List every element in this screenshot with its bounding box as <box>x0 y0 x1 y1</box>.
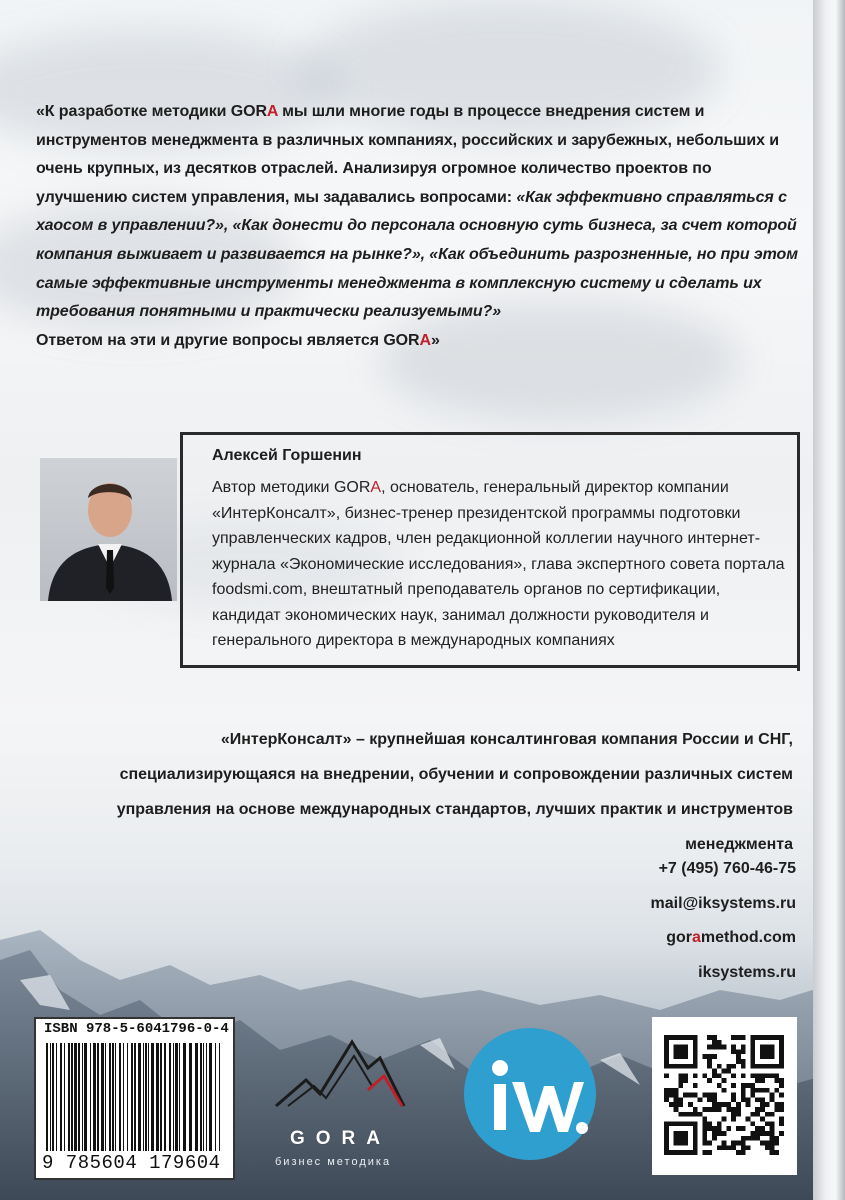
qr-module <box>731 1107 736 1112</box>
qr-module <box>664 1088 669 1093</box>
author-bio-text: Автор методики <box>212 479 334 496</box>
barcode-bar <box>101 1043 104 1151</box>
author-frame <box>180 665 797 668</box>
qr-module <box>722 1141 727 1146</box>
qr-module <box>664 1097 669 1102</box>
barcode-bar <box>175 1043 178 1151</box>
qr-module <box>712 1126 717 1131</box>
qr-module <box>779 1102 784 1107</box>
qr-module <box>760 1131 765 1136</box>
qr-module <box>741 1097 746 1102</box>
qr-module <box>736 1054 741 1059</box>
qr-module <box>755 1136 760 1141</box>
qr-module <box>770 1150 775 1155</box>
qr-module <box>726 1069 731 1074</box>
qr-module <box>717 1131 722 1136</box>
qr-module <box>750 1088 755 1093</box>
qr-module <box>746 1102 751 1107</box>
qr-module <box>741 1136 746 1141</box>
qr-module <box>770 1093 775 1098</box>
qr-module <box>736 1150 741 1155</box>
qr-module <box>693 1093 698 1098</box>
author-bio-text: , основатель, генеральный директор компании «ИнтерКонсалт», бизнес-тренер президентской программы подготовки управленческих кадров, член редакционной коллегии научного интернет-журнала «Экономические исследования», глава экспертного совета портала foodsmi.com, внештатный преподаватель органов по сертификации, кандидат экономических наук, занимал должности руководителя и генерального директора в международных компаниях <box>212 479 785 649</box>
qr-module <box>731 1064 736 1069</box>
qr-module <box>731 1045 736 1050</box>
qr-module <box>674 1097 679 1102</box>
barcode-bar <box>173 1043 174 1151</box>
qr-module <box>664 1093 669 1098</box>
qr-module <box>702 1150 707 1155</box>
qr-module <box>746 1117 751 1122</box>
qr-module <box>722 1078 727 1083</box>
qr-module <box>760 1117 765 1122</box>
qr-module <box>760 1107 765 1112</box>
qr-module <box>726 1145 731 1150</box>
qr-module <box>746 1083 751 1088</box>
qr-module <box>755 1078 760 1083</box>
barcode-bar <box>189 1043 192 1151</box>
barcode-bar <box>105 1043 106 1151</box>
qr-module <box>683 1078 688 1083</box>
barcode-bar <box>148 1043 149 1151</box>
qr-module <box>674 1107 679 1112</box>
qr-module <box>736 1059 741 1064</box>
brand-gora-accent: A <box>370 479 382 496</box>
qr-module <box>774 1107 779 1112</box>
qr-module <box>774 1102 779 1107</box>
qr-module <box>693 1083 698 1088</box>
qr-module <box>760 1141 765 1146</box>
qr-module <box>741 1083 746 1088</box>
brand-gora-text: GOR <box>333 479 371 496</box>
barcode-bar <box>90 1043 91 1151</box>
barcode-bar <box>46 1043 48 1151</box>
qr-module <box>717 1107 722 1112</box>
qr-module <box>765 1112 770 1117</box>
qr-module <box>760 1078 765 1083</box>
barcode-bar <box>64 1043 65 1151</box>
qr-module <box>755 1112 760 1117</box>
author-bio <box>212 475 792 654</box>
qr-module <box>770 1073 775 1078</box>
qr-module <box>712 1107 717 1112</box>
barcode-bar <box>123 1043 124 1151</box>
qr-module <box>712 1054 717 1059</box>
qr-module <box>731 1049 736 1054</box>
qr-module <box>750 1093 755 1098</box>
website-text: method.com <box>700 929 796 946</box>
qr-module <box>707 1121 712 1126</box>
barcode-bar <box>50 1043 51 1151</box>
qr-module <box>726 1102 731 1107</box>
company-line: управления на основе международных стандартов, лучших практик и инструментов менеджмента <box>116 801 793 853</box>
isbn-number: ISBN 978-5-6041796-0-4 <box>44 1021 229 1037</box>
barcode-bar <box>203 1043 204 1151</box>
qr-module <box>688 1093 693 1098</box>
qr-module <box>770 1136 775 1141</box>
qr-module <box>702 1073 707 1078</box>
qr-module <box>779 1131 784 1136</box>
qr-module <box>774 1141 779 1146</box>
qr-module <box>774 1073 779 1078</box>
ean-number: 9 785604 179604 <box>42 1152 221 1174</box>
qr-module <box>750 1136 755 1141</box>
interconsult-iw-logo-icon <box>462 1026 598 1162</box>
isbn-barcode <box>34 1017 235 1180</box>
barcode-bar <box>183 1043 186 1151</box>
website-text: gor <box>666 929 692 946</box>
qr-module <box>678 1102 683 1107</box>
qr-module <box>717 1045 722 1050</box>
barcode-bar <box>209 1043 212 1151</box>
qr-module <box>707 1141 712 1146</box>
qr-module <box>702 1107 707 1112</box>
qr-module <box>722 1088 727 1093</box>
qr-module <box>717 1126 722 1131</box>
qr-module <box>741 1126 746 1131</box>
qr-module <box>774 1150 779 1155</box>
qr-module <box>717 1040 722 1045</box>
qr-module <box>731 1112 736 1117</box>
barcode-bar <box>112 1043 114 1151</box>
qr-module <box>707 1097 712 1102</box>
qr-module <box>741 1073 746 1078</box>
qr-module <box>698 1097 703 1102</box>
phone-number: +7 (495) 760-46-75 <box>658 860 796 877</box>
qr-module <box>674 1102 679 1107</box>
company-line: «ИнтерКонсалт» – крупнейшая консалтинговая компания России и СНГ, <box>220 731 793 748</box>
qr-module <box>765 1121 770 1126</box>
qr-module <box>741 1049 746 1054</box>
author-portrait-icon <box>40 458 177 601</box>
qr-module <box>702 1121 707 1126</box>
qr-module <box>702 1093 707 1098</box>
qr-module <box>779 1117 784 1122</box>
brand-gora-text: GOR <box>230 103 267 120</box>
qr-module <box>741 1145 746 1150</box>
qr-module <box>755 1107 760 1112</box>
barcode-bar <box>78 1043 80 1151</box>
barcode-bar <box>151 1043 154 1151</box>
qr-code-icon <box>664 1035 784 1155</box>
qr-module <box>731 1117 736 1122</box>
qr-module <box>707 1107 712 1112</box>
barcode-bar <box>68 1043 70 1151</box>
qr-module <box>760 1045 774 1059</box>
qr-module <box>736 1035 741 1040</box>
qr-module <box>755 1073 760 1078</box>
qr-module <box>755 1126 760 1131</box>
qr-module <box>717 1083 722 1088</box>
quote-questions: «Как эффективно справляться с хаосом в управлении?», «Как донести до персонала основную суть бизнеса, за счет которой компания выживает и развивается на рынке?», «Как объединить разрозненные, но при этом самые эффективные инструменты менеджмента в комплексную систему и сделать их требования понятными и практически реализуемыми?» <box>36 188 798 321</box>
barcode-bar <box>52 1043 54 1151</box>
barcode-bar <box>115 1043 116 1151</box>
qr-module <box>741 1093 746 1098</box>
barcode-bar <box>156 1043 159 1151</box>
qr-module <box>702 1054 707 1059</box>
qr-module <box>722 1102 727 1107</box>
quote-text: «К разработке методики <box>36 103 231 120</box>
qr-module <box>722 1069 727 1074</box>
qr-module <box>726 1107 731 1112</box>
qr-module <box>717 1064 722 1069</box>
qr-module <box>726 1064 731 1069</box>
qr-module <box>712 1045 717 1050</box>
qr-module <box>770 1121 775 1126</box>
barcode-bar <box>195 1043 198 1151</box>
qr-module <box>770 1097 775 1102</box>
barcode-bar <box>219 1043 220 1151</box>
barcode-bar <box>119 1043 121 1151</box>
qr-module <box>746 1097 751 1102</box>
barcode-bar <box>200 1043 202 1151</box>
qr-module <box>755 1088 760 1093</box>
qr-module <box>683 1112 688 1117</box>
qr-module <box>746 1145 751 1150</box>
company-description <box>33 722 793 862</box>
gora-logo-text: GORA <box>290 1128 391 1149</box>
qr-module <box>731 1141 736 1146</box>
qr-module <box>664 1073 669 1078</box>
qr-module <box>722 1045 727 1050</box>
barcode-bar <box>145 1043 147 1151</box>
book-spine-edge <box>813 0 845 1200</box>
qr-module <box>741 1088 746 1093</box>
qr-module <box>750 1112 755 1117</box>
qr-module <box>765 1145 770 1150</box>
barcode-bar <box>206 1043 207 1151</box>
methodology-quote <box>36 98 806 355</box>
qr-module <box>741 1064 746 1069</box>
barcode-bar <box>179 1043 180 1151</box>
qr-module <box>712 1097 717 1102</box>
qr-module <box>669 1102 674 1107</box>
qr-module <box>750 1121 755 1126</box>
barcode-bar <box>74 1043 77 1151</box>
barcode-bar <box>164 1043 166 1151</box>
qr-module <box>774 1088 779 1093</box>
qr-module <box>722 1145 727 1150</box>
qr-module <box>741 1035 746 1040</box>
quote-close: » <box>430 331 440 349</box>
qr-module <box>702 1141 707 1146</box>
barcode-bar <box>134 1043 136 1151</box>
qr-module <box>702 1126 707 1131</box>
barcode-bar <box>127 1043 128 1151</box>
qr-module <box>779 1121 784 1126</box>
qr-code <box>652 1017 797 1175</box>
quote-answer: Ответом на эти и другие вопросы является <box>36 331 384 349</box>
brand-gora-accent: A <box>419 331 431 349</box>
qr-module <box>693 1073 698 1078</box>
qr-module <box>770 1145 775 1150</box>
qr-module <box>779 1078 784 1083</box>
qr-module <box>770 1131 775 1136</box>
website-accent: a <box>691 929 701 946</box>
qr-module <box>717 1121 722 1126</box>
qr-module <box>741 1059 746 1064</box>
qr-module <box>770 1112 775 1117</box>
qr-module <box>698 1112 703 1117</box>
qr-module <box>678 1097 683 1102</box>
qr-module <box>707 1064 712 1069</box>
qr-module <box>741 1150 746 1155</box>
qr-module <box>760 1102 765 1107</box>
qr-module <box>770 1141 775 1146</box>
qr-module <box>736 1107 741 1112</box>
qr-module <box>765 1131 770 1136</box>
qr-module <box>736 1112 741 1117</box>
qr-module <box>736 1049 741 1054</box>
qr-module <box>707 1035 712 1040</box>
quote-text: мы шли многие годы в процессе внедрения систем и инструментов менеджмента в различных компаниях, российских и зарубежных, небольших и очень крупных, из десятков отраслей. Анализируя огромное количество проектов по улучшению систем управления, мы задавались вопросами: <box>36 103 780 206</box>
brand-gora-accent: A <box>266 103 278 120</box>
qr-module <box>731 1035 736 1040</box>
qr-module <box>731 1093 736 1098</box>
qr-module <box>760 1088 765 1093</box>
qr-module <box>760 1073 765 1078</box>
qr-module <box>760 1126 765 1131</box>
barcode-bar <box>143 1043 144 1151</box>
qr-module <box>731 1073 736 1078</box>
website-gora <box>666 929 796 947</box>
qr-module <box>750 1073 755 1078</box>
qr-module <box>779 1107 784 1112</box>
qr-module <box>722 1117 727 1122</box>
barcode-bar <box>93 1043 96 1151</box>
qr-module <box>707 1126 712 1131</box>
barcode-bar <box>160 1043 162 1151</box>
barcode-bar <box>138 1043 141 1151</box>
qr-module <box>774 1136 779 1141</box>
qr-module <box>702 1131 707 1136</box>
gora-logo-subtitle: бизнес методика <box>275 1156 392 1168</box>
qr-module <box>765 1141 770 1146</box>
qr-module <box>712 1035 717 1040</box>
qr-module <box>736 1126 741 1131</box>
barcode-icon <box>46 1043 224 1151</box>
barcode-bar <box>169 1043 171 1151</box>
qr-module <box>765 1102 770 1107</box>
qr-module <box>746 1136 751 1141</box>
qr-module <box>731 1097 736 1102</box>
qr-module <box>712 1131 717 1136</box>
barcode-bar <box>60 1043 62 1151</box>
barcode-bar <box>109 1043 111 1151</box>
qr-module <box>674 1131 688 1145</box>
qr-module <box>760 1097 765 1102</box>
qr-module <box>707 1045 712 1050</box>
qr-module <box>765 1073 770 1078</box>
barcode-bar <box>71 1043 73 1151</box>
qr-module <box>678 1112 683 1117</box>
qr-module <box>779 1083 784 1088</box>
qr-module <box>688 1102 693 1107</box>
qr-module <box>688 1112 693 1117</box>
qr-module <box>755 1097 760 1102</box>
qr-module <box>755 1131 760 1136</box>
company-line: специализирующаяся на внедрении, обучении и сопровождении различных систем <box>119 766 793 783</box>
qr-module <box>717 1145 722 1150</box>
brand-gora-text: GOR <box>383 331 420 349</box>
qr-module <box>726 1126 731 1131</box>
barcode-bar <box>84 1043 87 1151</box>
qr-module <box>707 1054 712 1059</box>
qr-module <box>741 1141 746 1146</box>
qr-module <box>770 1126 775 1131</box>
barcode-bar <box>215 1043 216 1151</box>
qr-module <box>736 1141 741 1146</box>
qr-module <box>669 1088 674 1093</box>
qr-module <box>750 1083 755 1088</box>
qr-module <box>707 1150 712 1155</box>
qr-module <box>712 1073 717 1078</box>
qr-module <box>774 1078 779 1083</box>
qr-module <box>750 1131 755 1136</box>
author-photo <box>40 458 177 601</box>
qr-module <box>722 1131 727 1136</box>
qr-module <box>712 1040 717 1045</box>
qr-module <box>736 1102 741 1107</box>
qr-module <box>678 1078 683 1083</box>
qr-module <box>717 1073 722 1078</box>
qr-module <box>683 1073 688 1078</box>
qr-module <box>683 1093 688 1098</box>
qr-module <box>712 1069 717 1074</box>
qr-module <box>765 1088 770 1093</box>
qr-module <box>674 1088 679 1093</box>
qr-module <box>731 1083 736 1088</box>
qr-module <box>693 1112 698 1117</box>
qr-module <box>712 1102 717 1107</box>
qr-module <box>779 1093 784 1098</box>
qr-module <box>707 1093 712 1098</box>
qr-module <box>678 1083 683 1088</box>
qr-module <box>674 1045 688 1059</box>
author-name: Алексей Горшенин <box>212 447 362 464</box>
qr-module <box>674 1093 679 1098</box>
email-address: mail@iksystems.ru <box>650 895 796 912</box>
qr-module <box>712 1136 717 1141</box>
qr-module <box>678 1073 683 1078</box>
barcode-bar <box>82 1043 83 1151</box>
qr-module <box>693 1107 698 1112</box>
website-iksystems: iksystems.ru <box>698 964 796 981</box>
qr-module <box>712 1093 717 1098</box>
qr-module <box>731 1145 736 1150</box>
qr-module <box>702 1117 707 1122</box>
barcode-bar <box>131 1043 133 1151</box>
barcode-bar <box>56 1043 57 1151</box>
qr-module <box>717 1102 722 1107</box>
qr-module <box>707 1059 712 1064</box>
barcode-bar <box>97 1043 99 1151</box>
qr-module <box>741 1045 746 1050</box>
qr-module <box>702 1136 707 1141</box>
qr-module <box>707 1078 712 1083</box>
qr-module <box>669 1093 674 1098</box>
